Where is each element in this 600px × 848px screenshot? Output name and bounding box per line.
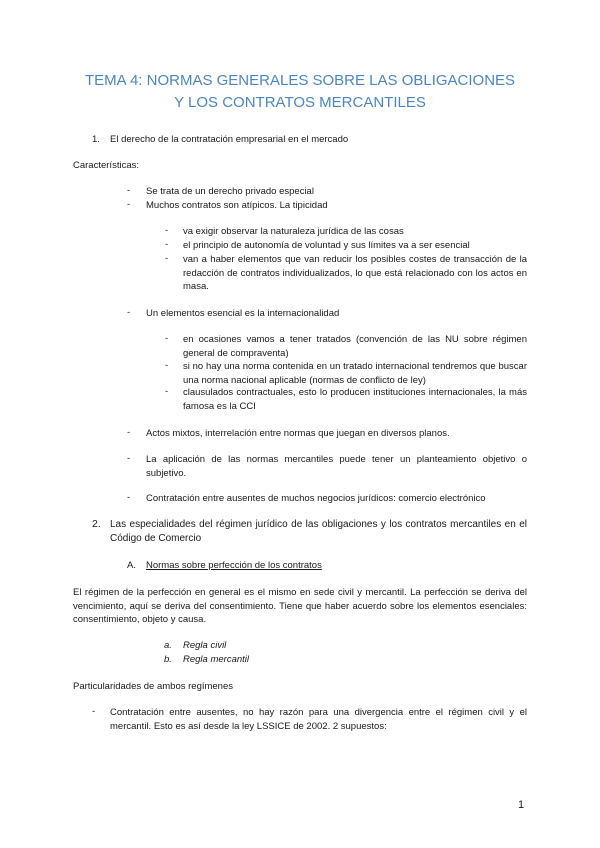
bullet-dash: - (127, 307, 131, 318)
sub-bullet-dash: - (165, 360, 169, 371)
bullet-dash: - (127, 492, 131, 503)
bullet-3: Un elementos esencial es la internacionalidad (146, 308, 340, 319)
sub-bullet-3-3: clausulados contractuales, esto lo producen instituciones internacionales, la más famosa es la CCI (183, 387, 527, 412)
section-2-heading: Las especialidades del régimen jurídico de las obligaciones y los contratos mercantiles en el Código de Comercio (110, 519, 527, 544)
subsection-a-letter: A. (127, 560, 136, 571)
page-number: 1 (518, 799, 525, 811)
section-2-number: 2. (92, 518, 101, 530)
bullet-dash: - (127, 453, 131, 464)
section-1-number: 1. (92, 134, 100, 145)
sub-bullet-3-1: en ocasiones vamos a tener tratados (convención de las NU sobre régimen general de compraventa) (183, 334, 527, 359)
bullet-dash: - (127, 185, 131, 196)
bullet-dash: - (92, 706, 96, 717)
subsection-a-heading: Normas sobre perfección de los contratos (146, 560, 322, 571)
caracteristicas-label: Características: (73, 160, 139, 171)
section-1-heading: El derecho de la contratación empresarial en el mercado (110, 134, 349, 145)
sub-bullet-2-2: el principio de autonomía de voluntad y sus límites va a ser esencial (183, 240, 470, 251)
bullet-4: Actos mixtos, interrelación entre normas que juegan en diversos planos. (146, 428, 450, 439)
bullet-1: Se trata de un derecho privado especial (146, 186, 314, 197)
bullet-2: Muchos contratos son atípicos. La tipicidad (146, 200, 328, 211)
particularidades-label: Particularidades de ambos regímenes (73, 681, 234, 692)
bullet-6: Contratación entre ausentes de muchos negocios jurídicos: comercio electrónico (146, 493, 486, 504)
bullet-dash: - (127, 427, 131, 438)
sub-bullet-dash: - (165, 253, 169, 264)
sub-bullet-dash: - (165, 239, 169, 250)
bullet-dash: - (127, 199, 131, 210)
sub-bullet-dash: - (165, 386, 169, 397)
regla-civil: Regla civil (183, 640, 227, 651)
regla-mercantil: Regla mercantil (183, 654, 249, 665)
sub-bullet-3-2: si no hay una norma contenida en un tratado internacional tendremos que buscar una norma nacional aplicable (normas de conflicto de ley) (183, 361, 527, 386)
bullet-5: La aplicación de las normas mercantiles puede tener un planteamiento objetivo o subjetivo. (146, 454, 527, 479)
bullet-contratacion-ausentes: Contratación entre ausentes, no hay razón para una divergencia entre el régimen civil y el mercantil. Esto es así desde la ley LSSICE de 2002. 2 supuestos: (110, 707, 527, 732)
sub-bullet-2-1: va exigir observar la naturaleza jurídica de las cosas (183, 226, 404, 237)
paragraph-perfeccion: El régimen de la perfección en general es el mismo en sede civil y mercantil. La perfección se deriva del vencimiento, aquí se deriva del consentimiento. Tiene que haber acuerdo sobre los elementos esenciales: consentimiento, objeto y causa. (73, 587, 527, 625)
sub-bullet-2-3: van a haber elementos que van reducir los posibles costes de transacción de la redacción de contratos individualizados, lo que está relacionado con los actos en masa. (183, 254, 527, 292)
document-title-line-1: TEMA 4: NORMAS GENERALES SOBRE LAS OBLIGACIONES (84, 72, 516, 89)
regla-a-letter: a. (164, 640, 172, 651)
sub-bullet-dash: - (165, 225, 169, 236)
document-title-line-2: Y LOS CONTRATOS MERCANTILES (174, 94, 426, 111)
sub-bullet-dash: - (165, 333, 169, 344)
regla-b-letter: b. (164, 654, 172, 665)
